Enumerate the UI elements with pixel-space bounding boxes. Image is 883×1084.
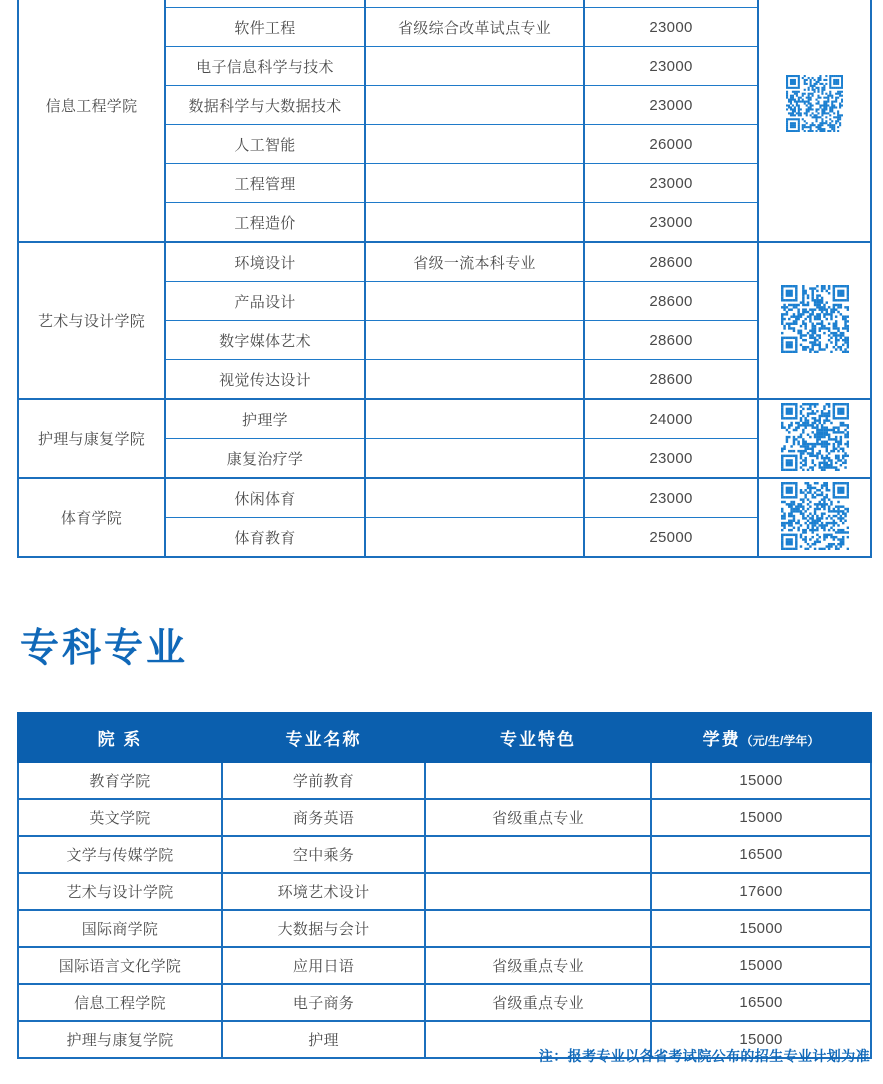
header-fee bbox=[651, 713, 871, 762]
major-feature-cell bbox=[425, 762, 651, 799]
college-name-cell: 护理与康复学院 bbox=[18, 1021, 222, 1058]
undergraduate-majors-table bbox=[17, 0, 872, 558]
major-name-cell: 人工智能 bbox=[165, 125, 365, 164]
college-name-cell: 教育学院 bbox=[18, 762, 222, 799]
qr-code-image bbox=[781, 403, 849, 471]
tuition-fee-cell: 23000 bbox=[584, 8, 758, 47]
college-name-cell: 护理与康复学院 bbox=[18, 399, 165, 478]
tuition-fee-cell: 15000 bbox=[651, 1021, 871, 1058]
major-name-cell: 大数据与会计 bbox=[222, 910, 425, 947]
major-name-cell: 商务英语 bbox=[222, 799, 425, 836]
college-name-cell: 体育学院 bbox=[18, 478, 165, 557]
tuition-fee-cell: 15000 bbox=[651, 947, 871, 984]
major-feature-cell bbox=[365, 86, 584, 125]
tuition-fee-cell: 28600 bbox=[584, 360, 758, 400]
table-row bbox=[18, 799, 871, 836]
major-feature-cell bbox=[365, 321, 584, 360]
tuition-fee-cell: 24000 bbox=[584, 399, 758, 439]
tuition-fee-cell: 26000 bbox=[584, 125, 758, 164]
table-row bbox=[18, 242, 871, 282]
tuition-fee-cell bbox=[584, 0, 758, 8]
major-feature-cell bbox=[365, 399, 584, 439]
major-feature-cell bbox=[365, 439, 584, 479]
major-feature-cell: 省级重点专业 bbox=[425, 799, 651, 836]
college-name-cell: 文学与传媒学院 bbox=[18, 836, 222, 873]
major-name-cell: 应用日语 bbox=[222, 947, 425, 984]
table-row bbox=[18, 0, 871, 8]
qr-code-info-engineering[interactable] bbox=[758, 0, 871, 242]
header-fee-unit: （元/生/学年） bbox=[740, 734, 820, 748]
major-feature-cell bbox=[365, 282, 584, 321]
table-row bbox=[18, 762, 871, 799]
tuition-fee-cell: 23000 bbox=[584, 164, 758, 203]
major-name-cell: 护理学 bbox=[165, 399, 365, 439]
qr-code-nursing-rehab[interactable] bbox=[758, 399, 871, 478]
header-major: 专业名称 bbox=[222, 713, 425, 762]
tuition-fee-cell: 28600 bbox=[584, 321, 758, 360]
qr-code-image bbox=[781, 482, 849, 550]
vocational-majors-table bbox=[17, 712, 872, 1059]
tuition-fee-cell: 23000 bbox=[584, 47, 758, 86]
college-name-cell: 国际语言文化学院 bbox=[18, 947, 222, 984]
qr-code-sports[interactable] bbox=[758, 478, 871, 557]
major-name-cell: 视觉传达设计 bbox=[165, 360, 365, 400]
tuition-fee-cell: 16500 bbox=[651, 836, 871, 873]
major-feature-cell bbox=[365, 47, 584, 86]
qr-code-image bbox=[781, 285, 849, 353]
major-feature-cell bbox=[425, 873, 651, 910]
major-name-cell: 数字媒体艺术 bbox=[165, 321, 365, 360]
major-name-cell: 软件工程 bbox=[165, 8, 365, 47]
major-name-cell: 康复治疗学 bbox=[165, 439, 365, 479]
major-name-cell: 护理 bbox=[222, 1021, 425, 1058]
tuition-fee-cell: 17600 bbox=[651, 873, 871, 910]
table-row bbox=[18, 836, 871, 873]
table-footnote: 注：报考专业以各省考试院公布的招生专业计划为准 bbox=[538, 1048, 870, 1064]
major-feature-cell bbox=[365, 0, 584, 8]
qr-code-art-design[interactable] bbox=[758, 242, 871, 399]
major-name-cell: 休闲体育 bbox=[165, 478, 365, 518]
major-name-cell: 工程造价 bbox=[165, 203, 365, 243]
major-name-cell: 工程管理 bbox=[165, 164, 365, 203]
major-feature-cell: 省级一流本科专业 bbox=[365, 242, 584, 282]
table-row bbox=[18, 399, 871, 439]
college-name-cell: 英文学院 bbox=[18, 799, 222, 836]
major-feature-cell: 省级重点专业 bbox=[425, 947, 651, 984]
major-feature-cell bbox=[425, 910, 651, 947]
major-name-cell: 学前教育 bbox=[222, 762, 425, 799]
major-feature-cell: 省级综合改革试点专业 bbox=[365, 8, 584, 47]
tuition-fee-cell: 28600 bbox=[584, 282, 758, 321]
tuition-fee-cell: 23000 bbox=[584, 478, 758, 518]
tuition-fee-cell: 23000 bbox=[584, 86, 758, 125]
major-feature-cell bbox=[365, 203, 584, 243]
tuition-fee-cell: 25000 bbox=[584, 518, 758, 558]
table-row bbox=[18, 947, 871, 984]
tuition-fee-cell: 23000 bbox=[584, 203, 758, 243]
major-feature-cell bbox=[425, 836, 651, 873]
table-row bbox=[18, 873, 871, 910]
tuition-fee-cell: 28600 bbox=[584, 242, 758, 282]
major-name-cell: 产品设计 bbox=[165, 282, 365, 321]
tuition-fee-cell: 16500 bbox=[651, 984, 871, 1021]
major-name-cell: 体育教育 bbox=[165, 518, 365, 558]
college-name-cell: 艺术与设计学院 bbox=[18, 242, 165, 399]
major-name-cell: 电子商务 bbox=[222, 984, 425, 1021]
header-feature: 专业特色 bbox=[425, 713, 651, 762]
major-name-cell: 数据科学与大数据技术 bbox=[165, 86, 365, 125]
tuition-fee-cell: 15000 bbox=[651, 799, 871, 836]
tuition-fee-cell: 15000 bbox=[651, 910, 871, 947]
college-name-cell: 信息工程学院 bbox=[18, 0, 165, 242]
major-feature-cell bbox=[365, 478, 584, 518]
qr-code-image bbox=[786, 75, 843, 132]
major-feature-cell bbox=[365, 360, 584, 400]
page-section-title: 专科专业 bbox=[20, 627, 189, 670]
tuition-fee-cell: 23000 bbox=[584, 439, 758, 479]
major-name-cell: 电子信息科学与技术 bbox=[165, 47, 365, 86]
college-name-cell: 艺术与设计学院 bbox=[18, 873, 222, 910]
major-name-cell: 空中乘务 bbox=[222, 836, 425, 873]
table-row bbox=[18, 984, 871, 1021]
table-row bbox=[18, 910, 871, 947]
header-college: 院 系 bbox=[18, 713, 222, 762]
major-feature-cell: 省级重点专业 bbox=[425, 984, 651, 1021]
college-name-cell: 国际商学院 bbox=[18, 910, 222, 947]
major-name-cell: 环境设计 bbox=[165, 242, 365, 282]
major-name-cell bbox=[165, 0, 365, 8]
table-header-row bbox=[18, 713, 871, 762]
major-feature-cell bbox=[365, 164, 584, 203]
major-feature-cell bbox=[365, 125, 584, 164]
college-name-cell: 信息工程学院 bbox=[18, 984, 222, 1021]
header-fee-main: 学费 bbox=[702, 730, 741, 749]
major-feature-cell bbox=[365, 518, 584, 558]
table-row bbox=[18, 478, 871, 518]
major-name-cell: 环境艺术设计 bbox=[222, 873, 425, 910]
tuition-fee-cell: 15000 bbox=[651, 762, 871, 799]
